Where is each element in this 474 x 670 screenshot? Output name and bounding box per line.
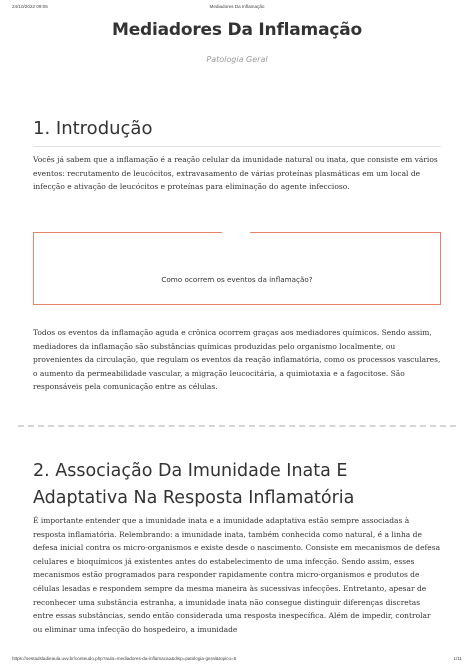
section-1-heading: 1. Introdução [33,118,153,139]
callout-question: Como ocorrem os eventos da inflamação? [161,275,313,284]
print-url[interactable]: https://oestadsladieaula.uvv.br/conteudo.php?aula=mediadores-da-inflamacao&disp=patologia-geral&topico=5 [12,656,237,661]
section-1-divider [33,146,441,147]
print-date: 24/10/2022 09:05 [12,4,48,9]
section-2-paragraph: É importante entender que a imunidade inata e a imunidade adaptativa estão sempre associadas à resposta inflamatória. Relembrando: a imunidade inata, também conhecida como natural, é a linha de defesa inicial contra os micro-organismos e existe desde o nascimento. Consiste em mecanismos de defesa celulares e bioquímicos já existentes antes do estabelecimento de uma infecção. Sendo assim, esses mecanismos estão programados para responder rapidamente contra micro-organismos e produtos de células lesadas e respondem sempre da mesma maneira às sucessivas infecções. Entretanto, apesar de reconhecer uma substância estranha, a imunidade inata não consegue distinguir diferenças discretas entre essas substâncias, sendo então considerada uma resposta inespecífica. Além de impedir, controlar ou eliminar uma infecção do hospedeiro, a imunidade [33,516,441,634]
section-1-paragraph: Vocês já sabem que a inflamação é a reação celular da imunidade natural ou inata, que consiste em vários eventos: recrutamento de leucócitos, extravasamento de várias proteínas plasmáticas em um local de infecção e ativação de leucócitos e proteínas para eliminação do agente infeccioso. [33,155,438,192]
document-title: Mediadores Da Inflamação [112,20,362,40]
print-title: Mediadores Da Inflamação [209,4,265,9]
section-separator [18,425,456,427]
section-2-heading-line-1: 2. Associação Da Imunidade Inata E [33,461,348,481]
callout-notch [222,231,250,235]
document-subject: Patologia Geral [206,55,268,64]
print-header [12,4,462,14]
section-2-heading-line-2: Adaptativa Na Resposta Inflamatória [33,488,355,508]
section-1-paragraph-2: Todos os eventos da inflamação aguda e crônica ocorrem graças aos mediadores químicos. Sendo assim, mediadores da inflamação são substâncias químicas produzidas pelo organismo localmente, ou provenientes da circulação, que regulam os eventos da reação inflamatória, como os processos vasculares, o aumento da permeabilidade vascular, a migração leucocitária, a quimiotaxia e a fagocitose. São responsáveis pela comunicação entre as células. [33,328,441,392]
section-2-heading [33,458,354,512]
page-number: 1/11 [453,656,462,661]
print-footer [12,656,462,666]
question-callout [33,232,441,305]
